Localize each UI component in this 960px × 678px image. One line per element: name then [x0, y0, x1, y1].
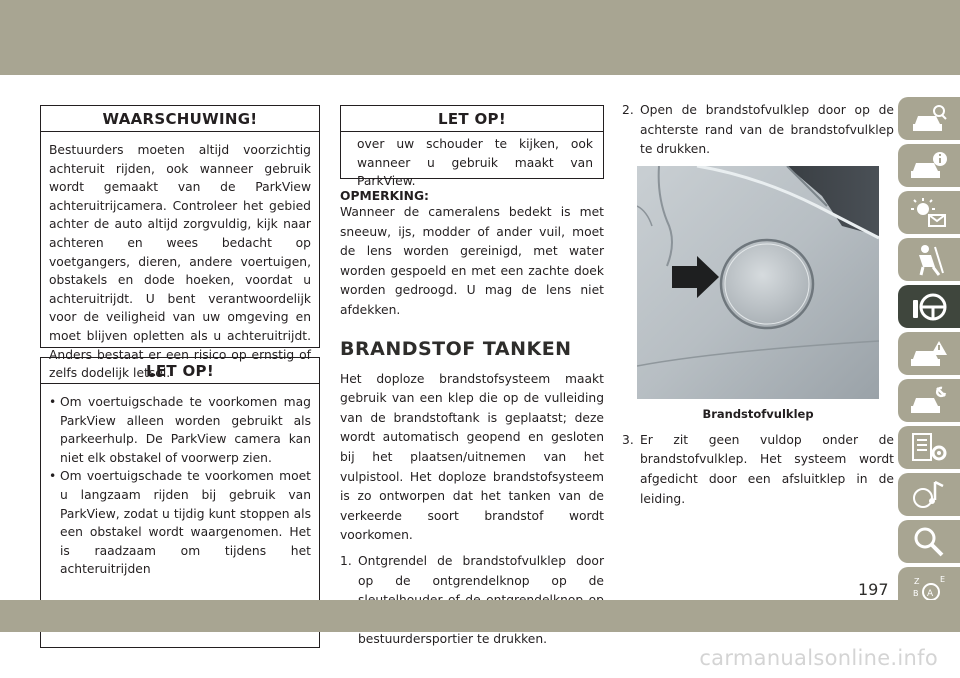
step-number: 2.	[622, 103, 634, 117]
tab-search[interactable]	[898, 520, 960, 563]
warning-title: WAARSCHUWING!	[41, 106, 319, 132]
caution-title: LET OP!	[341, 106, 603, 132]
seat-airbag-safety-icon	[909, 243, 949, 277]
tab-car-search[interactable]	[898, 97, 960, 140]
caution-body	[41, 384, 319, 587]
step-number: 3.	[622, 432, 634, 447]
bullet-item	[49, 467, 311, 579]
note-text: Wanneer de cameralens bedekt is met sneeuw, ijs, modder of ander vuil, moet de lens worden gereinigd, met water worden gespoeld en met een zachte doek worden gedroogd. U mag de lens niet afdekken.	[340, 205, 604, 317]
chapter-tabs	[898, 97, 960, 614]
warning-text: Bestuurders moeten altijd voorzichtig achteruit rijden, ook wanneer gebruik wordt gemaakt van de ParkView achteruitrijcamera. Controleer het gebied achter de auto altijd zorgvuldig, kijk naar achteren en wees bedacht op voetgangers, dieren, andere voertuigen, obstakels en dode hoeken, voordat u achteruitrijdt. U bent verantwoordelijk voor de veiligheid van uw omgeving en moet blijven opletten als u achteruitrijdt. Anders bestaat er een risico op ernstig of zelfs dodelijk letsel.	[49, 143, 311, 381]
fuel-door-photo	[637, 166, 879, 399]
bullet-dot: •	[49, 469, 57, 484]
tab-warning-lights[interactable]	[898, 191, 960, 234]
bullet-text: Om voertuigschade te voorkomen mag ParkView alleen worden gebruikt als parkeerhulp. De ParkView camera kan niet elk obstakel of voorwerp zien.	[60, 395, 311, 465]
tab-driving[interactable]	[898, 285, 960, 328]
car-maintenance-icon	[909, 384, 949, 418]
section-intro: Het doploze brandstofsysteem maakt gebruik van een klep die op de vulleiding van de brandstoftank is geplaatst; deze wordt automatisch geopend en gesloten bij het plaatsen/uitnemen van het vulpistool. Het doploze brandstofsysteem is zo ontworpen dat het tanken van de verkeerde soort brandstof wordt voorkomen.	[340, 371, 604, 543]
step-text: Er zit geen vuldop onder de brandstofvulklep. Het systeem wordt afgedicht door een afsluitklep in de leiding.	[640, 432, 894, 506]
caution-title: LET OP!	[41, 358, 319, 384]
section-title: BRANDSTOF TANKEN	[340, 337, 572, 360]
tab-safety[interactable]	[898, 238, 960, 281]
top-band	[0, 0, 960, 75]
warning-light-message-icon	[909, 196, 949, 230]
tab-specifications[interactable]	[898, 426, 960, 469]
fuel-door-illustration	[637, 166, 879, 399]
page-number: 197	[858, 580, 889, 599]
figure-caption: Brandstofvulklep	[702, 406, 814, 421]
bullet-text: Om voertuigschade te voorkomen moet u langzaam rijden bij gebruik van ParkView, zodat u tijdig kunt stoppen als een obstakel wordt waargenomen. Het is raadzaam om tijdens het achteruitrijden	[60, 469, 311, 577]
step-item	[622, 431, 894, 509]
svg-text:A: A	[927, 588, 934, 599]
multimedia-music-icon	[909, 478, 949, 512]
steering-wheel-icon	[909, 290, 949, 324]
column-right	[622, 105, 894, 509]
svg-text:Z: Z	[914, 576, 920, 586]
bottom-band	[0, 600, 960, 632]
svg-text:B: B	[913, 588, 919, 598]
car-emergency-icon	[909, 337, 949, 371]
specifications-gear-icon	[909, 431, 949, 465]
bullet-item	[49, 393, 311, 467]
caution-box-continued	[340, 105, 604, 189]
tab-maintenance[interactable]	[898, 379, 960, 422]
car-search-icon	[909, 102, 949, 136]
step-text: Open de brandstofvulklep door op de achterste rand van de brandstofvulklep te drukken.	[640, 103, 894, 157]
tab-multimedia[interactable]	[898, 473, 960, 516]
column-middle	[340, 105, 604, 650]
step-item	[622, 101, 894, 160]
caution-text: over uw schouder te kijken, ook wanneer u gebruik maakt van ParkView.	[357, 137, 593, 189]
svg-text:E: E	[940, 574, 946, 584]
search-magnifier-icon	[909, 525, 949, 559]
step-number: 1.	[340, 553, 352, 568]
note-heading: OPMERKING:	[340, 189, 429, 203]
watermark: carmanualsonline.info	[699, 646, 938, 670]
bullet-dot: •	[49, 395, 57, 409]
car-info-icon	[909, 149, 949, 183]
step-text: Ontgrendel de brandstofvulklep door op de ontgrendelknop op de bestuurdersportier te drukken.	[358, 553, 604, 647]
tab-car-info[interactable]	[898, 144, 960, 187]
tab-emergency[interactable]	[898, 332, 960, 375]
column-left	[40, 105, 320, 577]
